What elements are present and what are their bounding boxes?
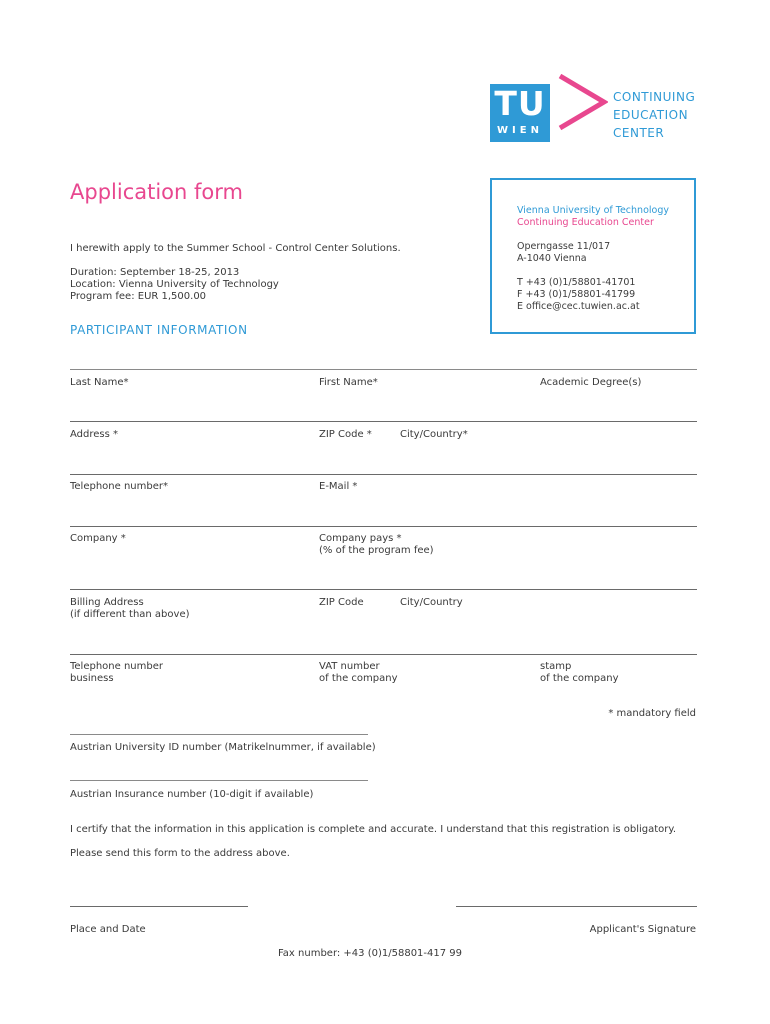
org-name: Vienna University of Technology [517,205,669,216]
cec-line-2: EDUCATION [613,108,689,122]
logo-wien-text: WIEN [497,125,543,136]
address-street: Operngasse 11/017 [517,241,611,252]
zip-label: ZIP Code * [319,429,372,440]
send-text: Please send this form to the address above. [70,848,290,859]
tu-wien-logo [490,84,550,142]
address-phone: T +43 (0)1/58801-41701 [517,277,636,288]
billing-address-field[interactable] [70,589,697,590]
section-title: PARTICIPANT INFORMATION [70,323,248,337]
cec-logo-text [613,88,695,142]
billing-city-label: City/Country [400,597,463,608]
chevron-logo-icon [556,74,608,140]
stamp-note: of the company [540,673,619,684]
intro-location: Location: Vienna University of Technology [70,279,279,290]
business-phone-field[interactable] [70,654,697,655]
fax-number: Fax number: +43 (0)1/58801-417 99 [277,948,463,959]
company-label: Company * [70,533,126,544]
intro-apply: I herewith apply to the Summer School - Control Center Solutions. [70,243,401,254]
address-box [490,178,696,334]
signature-label: Applicant's Signature [589,924,696,935]
address-email: E office@cec.tuwien.ac.at [517,301,640,312]
address-city: A-1040 Vienna [517,253,587,264]
university-id-label: Austrian University ID number (Matrikelnummer, if available) [70,742,376,753]
address-fax: F +43 (0)1/58801-41799 [517,289,636,300]
billing-address-note: (if different than above) [70,609,190,620]
academic-degree-label: Academic Degree(s) [540,377,642,388]
telephone-label: Telephone number* [70,481,168,492]
intro-fee: Program fee: EUR 1,500.00 [70,291,207,302]
telephone-field[interactable] [70,474,697,475]
place-date-field[interactable] [70,906,248,907]
stamp-label: stamp [540,661,572,672]
address-field[interactable] [70,421,697,422]
place-date-label: Place and Date [70,924,146,935]
last-name-field[interactable] [70,369,697,370]
org-department: Continuing Education Center [517,217,654,228]
cec-line-3: CENTER [613,126,665,140]
company-field[interactable] [70,526,697,527]
address-label: Address * [70,429,119,440]
mandatory-note: * mandatory field [608,708,696,719]
first-name-label: First Name* [319,377,378,388]
insurance-number-field[interactable] [70,780,368,781]
business-phone-note: business [70,673,114,684]
cec-line-1: CONTINUING [613,90,696,104]
business-phone-label: Telephone number [70,661,163,672]
insurance-number-label: Austrian Insurance number (10-digit if available) [70,789,314,800]
certify-text: I certify that the information in this application is complete and accurate. I understand that this registration is obligatory. [70,824,677,835]
intro-duration: Duration: September 18-25, 2013 [70,267,240,278]
billing-zip-label: ZIP Code [319,597,364,608]
company-pays-label: Company pays * [319,533,402,544]
logo-tu-text: TU [494,84,546,123]
vat-note: of the company [319,673,398,684]
billing-address-label: Billing Address [70,597,144,608]
email-label: E-Mail * [319,481,358,492]
company-pays-note: (% of the program fee) [319,545,434,556]
city-country-label: City/Country* [400,429,468,440]
vat-label: VAT number [319,661,380,672]
last-name-label: Last Name* [70,377,129,388]
university-id-field[interactable] [70,734,368,735]
signature-field[interactable] [456,906,697,907]
page-title: Application form [70,180,243,204]
